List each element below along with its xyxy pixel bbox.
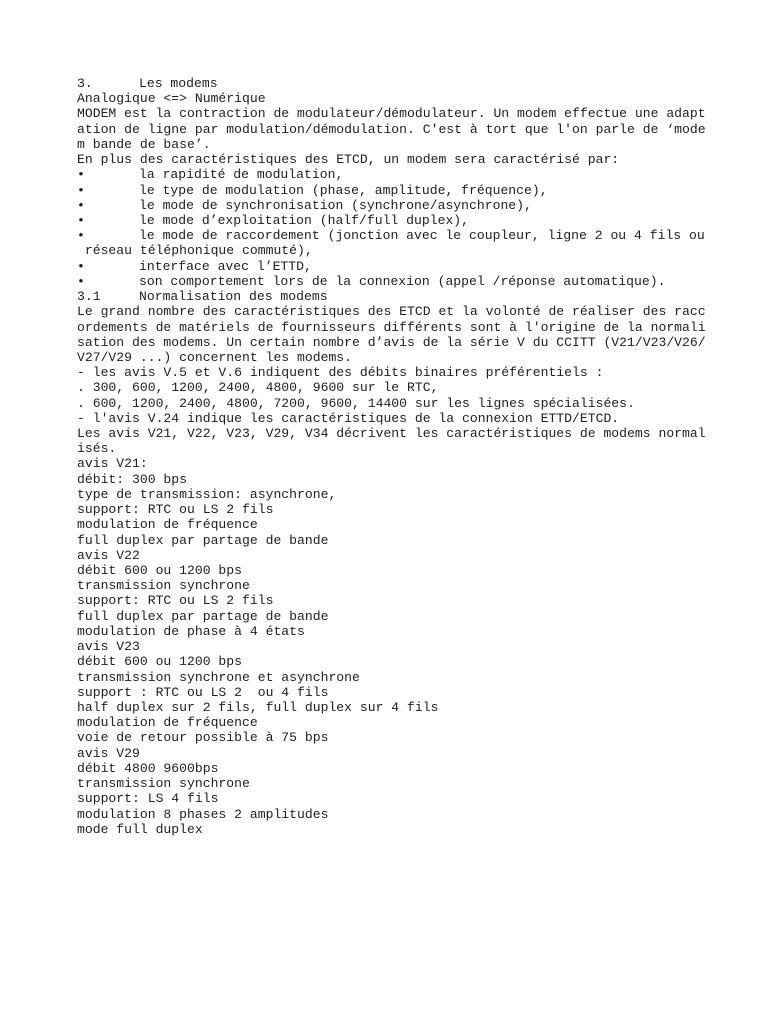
bullet-item	[77, 198, 697, 213]
characteristics-list-cont	[77, 259, 697, 289]
bullet-text: le type de modulation (phase, amplitude, fréquence),	[139, 182, 548, 198]
bullet-text: le mode de raccordement (jonction avec le coupleur, ligne 2 ou 4 fils ou	[139, 228, 705, 244]
bullet-mark: •	[77, 273, 85, 289]
text-line: isés.	[77, 441, 117, 457]
section-3-heading	[77, 76, 697, 91]
text-line: débit 600 ou 1200 bps	[77, 563, 243, 578]
text-line: avis V29	[77, 745, 140, 761]
section-number: 3.	[77, 76, 93, 91]
text-line: Le grand nombre des caractéristiques des ETCD et la volonté de réaliser des racc	[77, 304, 706, 320]
text-line: voie de retour possible à 75 bps	[77, 730, 329, 746]
text-line: sation des modems. Un certain nombre d’avis de la série V du CCITT (V21/V23/V26/	[77, 334, 706, 350]
characteristics-list	[77, 167, 705, 244]
text-line: support: LS 4 fils	[77, 791, 219, 807]
text-line: Analogique <=> Numérique	[77, 91, 266, 107]
text-line: m bande de base’.	[77, 136, 211, 152]
bullet-mark: •	[77, 197, 85, 213]
text-line: support: RTC ou LS 2 fils	[77, 502, 274, 518]
bullet-item	[77, 167, 697, 182]
bullet-item	[77, 183, 697, 198]
text-line: avis V21:	[77, 456, 148, 472]
bullet-text: son comportement lors de la connexion (appel /réponse automatique).	[139, 273, 666, 289]
text-line: avis V23	[77, 639, 140, 655]
text-line: - les avis V.5 et V.6 indiquent des débits binaires préférentiels :	[77, 365, 604, 381]
section-title: Normalisation des modems	[139, 289, 328, 305]
text-line: mode full duplex	[77, 821, 203, 837]
text-line: half duplex sur 2 fils, full duplex sur 4 fils	[77, 699, 439, 715]
section-title: Les modems	[139, 76, 218, 91]
bullet-text: la rapidité de modulation,	[139, 167, 344, 183]
document-body	[77, 76, 706, 837]
bullet-mark: •	[77, 182, 85, 198]
bullet-mark: •	[77, 228, 85, 244]
bullet-text: le mode de synchronisation (synchrone/asynchrone),	[139, 197, 532, 213]
text-line: support : RTC ou LS 2 ou 4 fils	[77, 684, 329, 700]
text-line: full duplex par partage de bande	[77, 608, 329, 624]
text-line: transmission synchrone	[77, 776, 250, 792]
text-line: MODEM est la contraction de modulateur/démodulateur. Un modem effectue une adapt	[77, 106, 706, 122]
text-line: débit: 300 bps	[77, 471, 188, 487]
text-line: modulation de fréquence	[77, 517, 258, 533]
text-line: . 600, 1200, 2400, 4800, 7200, 9600, 14400 sur les lignes spécialisées.	[77, 395, 635, 411]
text-line: type de transmission: asynchrone,	[77, 486, 337, 502]
text-line: débit 4800 9600bps	[77, 760, 219, 776]
text-line: ation de ligne par modulation/démodulation. C'est à tort que l'on parle de ‘mode	[77, 121, 706, 137]
bullet-mark: •	[77, 212, 85, 228]
section-number: 3.1	[77, 289, 101, 305]
bullet-mark: •	[77, 167, 85, 183]
text-line: - l'avis V.24 indique les caractéristiques de la connexion ETTD/ETCD.	[77, 410, 620, 426]
text-line: full duplex par partage de bande	[77, 532, 329, 548]
text-line: transmission synchrone et asynchrone	[77, 669, 360, 685]
text-line: modulation de phase à 4 états	[77, 623, 305, 639]
bullet-item	[77, 213, 697, 228]
text-line: Les avis V21, V22, V23, V29, V34 décrivent les caractéristiques de modems normal	[77, 426, 706, 442]
bullet-text: interface avec l’ETTD,	[139, 258, 312, 274]
text-line: En plus des caractéristiques des ETCD, un modem sera caractérisé par:	[77, 152, 620, 168]
bullet-item	[77, 228, 705, 244]
text-line: . 300, 600, 1200, 2400, 4800, 9600 sur le RTC,	[77, 380, 439, 396]
bullet-text: le mode d’exploitation (half/full duplex),	[139, 212, 470, 228]
intro-paragraphs	[77, 91, 706, 168]
text-line: avis V22	[77, 547, 140, 563]
text-line: débit 600 ou 1200 bps	[77, 654, 243, 670]
bullet-item	[77, 259, 697, 274]
text-line: ordements de matériels de fournisseurs différents sont à l'origine de la normali	[77, 319, 706, 335]
text-line: modulation de fréquence	[77, 715, 258, 731]
bullet-continuation-line: réseau téléphonique commuté),	[77, 243, 313, 259]
text-line: transmission synchrone	[77, 578, 250, 594]
text-line: modulation 8 phases 2 amplitudes	[77, 806, 329, 822]
bullet-mark: •	[77, 258, 85, 274]
normalisation-paragraphs	[77, 304, 706, 837]
text-line: support: RTC ou LS 2 fils	[77, 593, 274, 609]
bullet-item	[77, 274, 697, 289]
text-line: V27/V29 ...) concernent les modems.	[77, 349, 353, 365]
section-3-1-heading	[77, 289, 697, 304]
